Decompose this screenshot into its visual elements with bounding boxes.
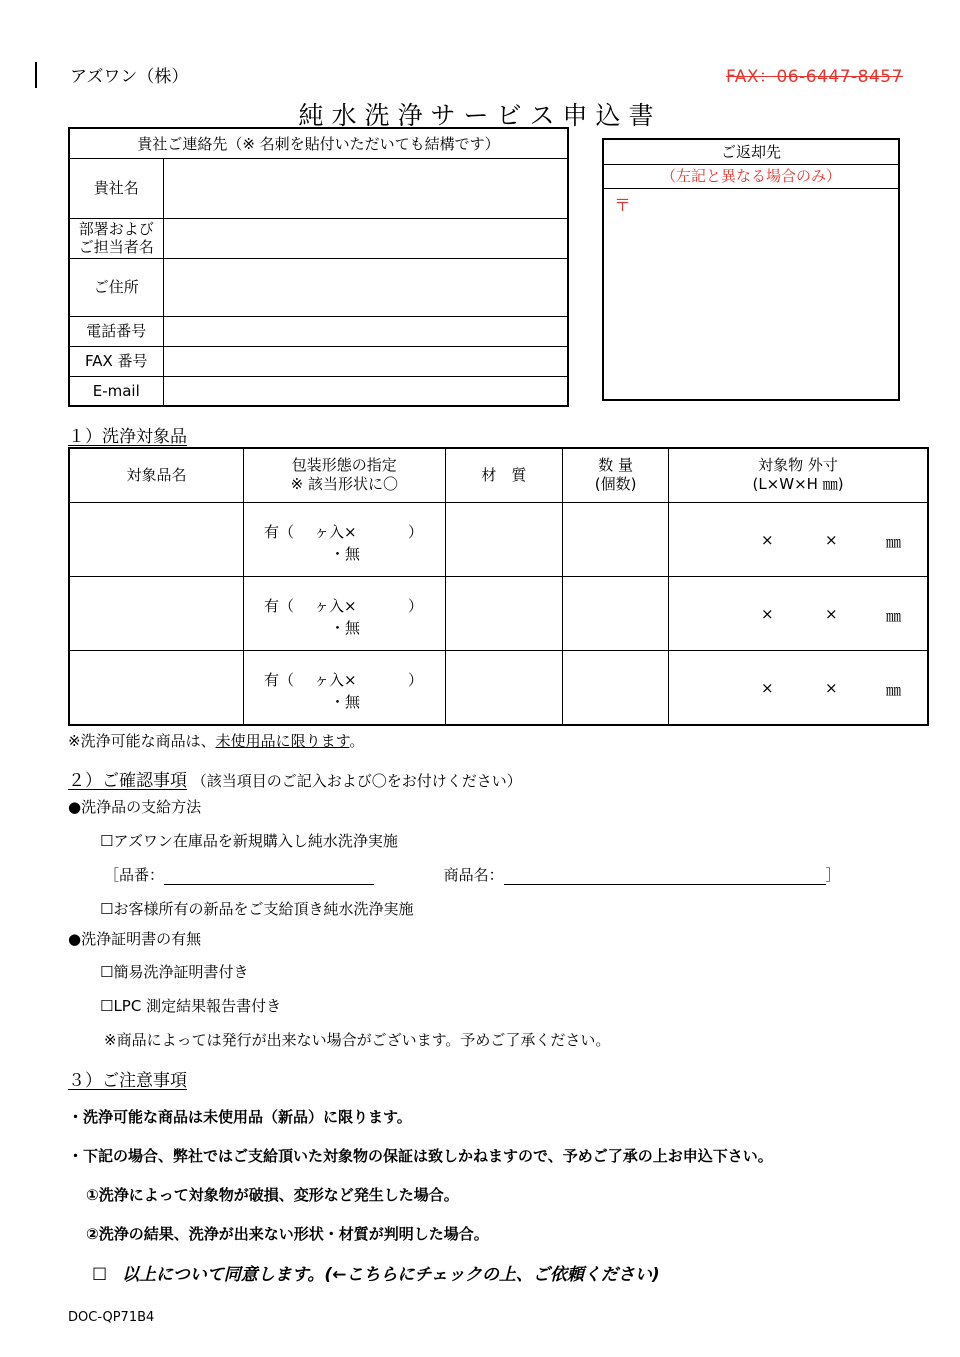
doc-code: DOC-QP71B4: [68, 1310, 155, 1325]
pkg-no: ・無: [330, 544, 361, 563]
dim-unit: ㎜: [886, 680, 902, 699]
bracket-close: ］: [825, 866, 841, 884]
dim-x: ×: [761, 678, 774, 697]
package-cell[interactable]: [244, 576, 445, 650]
form-title: 純水洗浄サービス申込書: [298, 101, 662, 130]
dim-x: ×: [825, 530, 838, 549]
company-name-field[interactable]: [163, 158, 568, 218]
return-header: ご返却先: [604, 140, 898, 165]
pkg-yes: 有（: [264, 522, 295, 541]
col-package-line2: ※ 該当形状に〇: [290, 475, 398, 494]
product-name-label: 商品名：: [443, 866, 504, 884]
table-row: [69, 576, 928, 650]
agree-text: 以上について同意します。(←こちらにチェックの上、ご依頼ください): [122, 1265, 660, 1285]
fax-label: FAX 番号: [69, 346, 163, 376]
section1-note: [68, 730, 364, 751]
col-package: [244, 448, 445, 502]
pkg-close: ）: [408, 670, 424, 689]
col-package-line1: 包装形態の指定: [291, 456, 397, 475]
caution-line1: ・洗浄可能な商品は未使用品（新品）に限ります。: [68, 1108, 412, 1126]
part-no-label: 品番：: [119, 866, 165, 884]
department-field[interactable]: [163, 218, 568, 258]
agree-checkbox[interactable]: ☐: [92, 1265, 108, 1285]
option-lpc-report[interactable]: ☐LPC 測定結果報告書付き: [100, 997, 282, 1015]
material-cell[interactable]: [445, 650, 563, 725]
pkg-yes: 有（: [264, 670, 295, 689]
option-new-purchase[interactable]: ☐アズワン在庫品を新規購入し純水洗浄実施: [100, 832, 398, 850]
item-name-cell[interactable]: [69, 502, 244, 576]
section2-note: （該当項目のご記入および〇をお付けください）: [191, 772, 522, 790]
email-label: E-mail: [69, 376, 163, 406]
pkg-per: ヶ入×: [314, 670, 357, 689]
section1-title: １）洗浄対象品: [68, 427, 187, 447]
col-dimensions-line2: (L×W×H ㎜): [752, 475, 844, 494]
caution-line4: ②洗浄の結果、洗浄が出来ない形状・材質が判明した場合。: [86, 1225, 489, 1243]
caution-line3: ①洗浄によって対象物が破損、変形など発生した場合。: [86, 1186, 459, 1204]
quantity-cell[interactable]: [563, 650, 669, 725]
pkg-per: ヶ入×: [314, 596, 357, 615]
col-material: 材 質: [445, 448, 563, 502]
return-address-box: [602, 138, 900, 401]
col-dimensions-line1: 対象物 外寸: [758, 456, 838, 475]
section3-title: ３）ご注意事項: [68, 1071, 187, 1091]
certificate-note: ※商品によっては発行が出来ない場合がございます。予めご了承ください。: [104, 1031, 611, 1049]
pkg-no: ・無: [330, 692, 361, 711]
col-dimensions: [669, 448, 928, 502]
col-quantity: [563, 448, 669, 502]
package-cell[interactable]: [244, 502, 445, 576]
note-prefix: ※洗浄可能な商品は、: [68, 732, 216, 750]
item-name-cell[interactable]: [69, 576, 244, 650]
dim-x: ×: [761, 530, 774, 549]
dim-unit: ㎜: [886, 606, 902, 625]
certificate-bullet: ●洗浄証明書の有無: [68, 930, 202, 948]
caution-line2: ・下記の場合、弊社ではご支給頂いた対象物の保証は致しかねますので、予めご了承の上お申込下さい。: [68, 1147, 773, 1165]
postal-mark[interactable]: 〒: [614, 196, 631, 216]
contact-header: 貴社ご連絡先（※ 名刺を貼付いただいても結構です）: [69, 128, 568, 158]
product-info-line: [104, 864, 844, 885]
col-quantity-line1: 数 量: [598, 456, 634, 475]
fax-number: FAX：06-6447-8457: [726, 67, 903, 87]
product-name-field[interactable]: [504, 867, 826, 885]
agreement-line: [92, 1260, 660, 1285]
email-field[interactable]: [163, 376, 568, 406]
part-no-field[interactable]: [164, 867, 374, 885]
note-suffix: 。: [349, 732, 365, 750]
quantity-cell[interactable]: [563, 502, 669, 576]
option-simple-certificate[interactable]: ☐簡易洗浄証明書付き: [100, 963, 249, 981]
col-item: 対象品名: [69, 448, 244, 502]
pkg-yes: 有（: [264, 596, 295, 615]
col-quantity-line2: (個数): [594, 475, 637, 494]
dim-unit: ㎜: [886, 532, 902, 551]
pkg-no: ・無: [330, 618, 361, 637]
department-label: [69, 218, 163, 258]
company-name: アズワン（株）: [70, 67, 189, 87]
item-name-cell[interactable]: [69, 650, 244, 725]
return-subheader: （左記と異なる場合のみ）: [604, 165, 898, 189]
bracket-open: ［: [104, 866, 120, 884]
option-customer-supplied[interactable]: ☐お客様所有の新品をご支給頂き純水洗浄実施: [100, 900, 414, 918]
company-name-label: 貴社名: [69, 158, 163, 218]
margin-bar: [35, 62, 37, 88]
dimensions-cell[interactable]: [669, 502, 928, 576]
address-label: ご住所: [69, 258, 163, 316]
material-cell[interactable]: [445, 576, 563, 650]
dim-x: ×: [825, 678, 838, 697]
phone-field[interactable]: [163, 316, 568, 346]
pkg-close: ）: [408, 522, 424, 541]
section2-title: ２）ご確認事項: [68, 771, 187, 791]
items-table: [68, 447, 929, 726]
fax-field[interactable]: [163, 346, 568, 376]
dim-x: ×: [825, 604, 838, 623]
supply-method-bullet: ●洗浄品の支給方法: [68, 798, 202, 816]
quantity-cell[interactable]: [563, 576, 669, 650]
pkg-per: ヶ入×: [314, 522, 357, 541]
department-label-line2: ご担当者名: [78, 238, 154, 256]
table-row: [69, 650, 928, 725]
dimensions-cell[interactable]: [669, 650, 928, 725]
address-field[interactable]: [163, 258, 568, 316]
material-cell[interactable]: [445, 502, 563, 576]
phone-label: 電話番号: [69, 316, 163, 346]
dimensions-cell[interactable]: [669, 576, 928, 650]
package-cell[interactable]: [244, 650, 445, 725]
department-label-line1: 部署および: [78, 220, 154, 238]
section2-heading: [68, 766, 522, 791]
contact-table: [68, 127, 569, 407]
note-underlined: 未使用品に限ります: [215, 732, 350, 750]
dim-x: ×: [761, 604, 774, 623]
table-row: [69, 502, 928, 576]
pkg-close: ）: [408, 596, 424, 615]
